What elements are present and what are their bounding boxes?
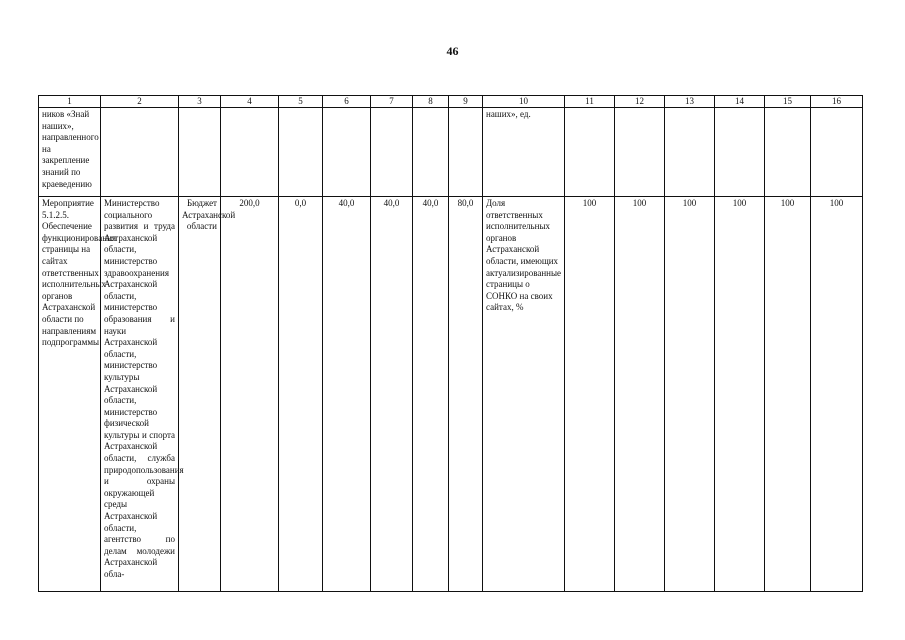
executor-cell: Министерство социального развития и труда Астраханской области, министерство здравоохранения Астраханской области, министерство образования и науки Астраханской области, министерство культуры Астраханской области, министерство физической культуры и спорта Астраханской области, служба природопользования и охраны окружающей среды Астраханской области, агентство по делам молодежи Астраханской обла-: [101, 197, 179, 592]
table-row: [39, 108, 863, 197]
header-cell: 10: [483, 96, 565, 108]
value-cell: 100: [715, 197, 765, 592]
value-cell: 100: [665, 197, 715, 592]
table-cell: ников «Знай наших», направленного на закрепление знаний по краеведению: [39, 108, 101, 197]
header-cell: 6: [323, 96, 371, 108]
value-cell: 80,0: [449, 197, 483, 592]
header-cell: 1: [39, 96, 101, 108]
table-cell: [615, 108, 665, 197]
table-cell: наших», ед.: [483, 108, 565, 197]
header-cell: 8: [413, 96, 449, 108]
value-cell: 40,0: [413, 197, 449, 592]
page-number: 46: [446, 44, 459, 58]
table-cell: [279, 108, 323, 197]
header-row: [39, 96, 863, 108]
header-cell: 5: [279, 96, 323, 108]
table-cell: [413, 108, 449, 197]
header-cell: 4: [221, 96, 279, 108]
header-cell: 3: [179, 96, 221, 108]
header-cell: 16: [811, 96, 863, 108]
header-cell: 15: [765, 96, 811, 108]
program-table: [38, 95, 863, 592]
table-cell: [565, 108, 615, 197]
value-cell: 0,0: [279, 197, 323, 592]
activity-cell: Мероприятие 5.1.2.5. Обеспечение функционирования страницы на сайтах ответственных исполнительных органов Астраханской области по направлениям подпрограммы: [39, 197, 101, 592]
table-cell: [101, 108, 179, 197]
table-cell: [715, 108, 765, 197]
header-cell: 12: [615, 96, 665, 108]
header-cell: 11: [565, 96, 615, 108]
header-cell: 7: [371, 96, 413, 108]
value-cell: 100: [765, 197, 811, 592]
indicator-cell: Доля ответственных исполнительных органов Астраханской области, имеющих актуализированные страницы о СОНКО на своих сайтах, %: [483, 197, 565, 592]
header-cell: 2: [101, 96, 179, 108]
header-cell: 14: [715, 96, 765, 108]
value-cell: 40,0: [371, 197, 413, 592]
funding-source-cell: Бюджет Астраханской области: [179, 197, 221, 592]
table-cell: [371, 108, 413, 197]
table-cell: [811, 108, 863, 197]
table-cell: [179, 108, 221, 197]
value-cell: 100: [811, 197, 863, 592]
header-cell: 13: [665, 96, 715, 108]
table-cell: [665, 108, 715, 197]
value-cell: 100: [615, 197, 665, 592]
table-row: [39, 197, 863, 592]
value-cell: 200,0: [221, 197, 279, 592]
value-cell: 40,0: [323, 197, 371, 592]
table-cell: [765, 108, 811, 197]
table-cell: [449, 108, 483, 197]
header-cell: 9: [449, 96, 483, 108]
table-cell: [323, 108, 371, 197]
value-cell: 100: [565, 197, 615, 592]
table-cell: [221, 108, 279, 197]
